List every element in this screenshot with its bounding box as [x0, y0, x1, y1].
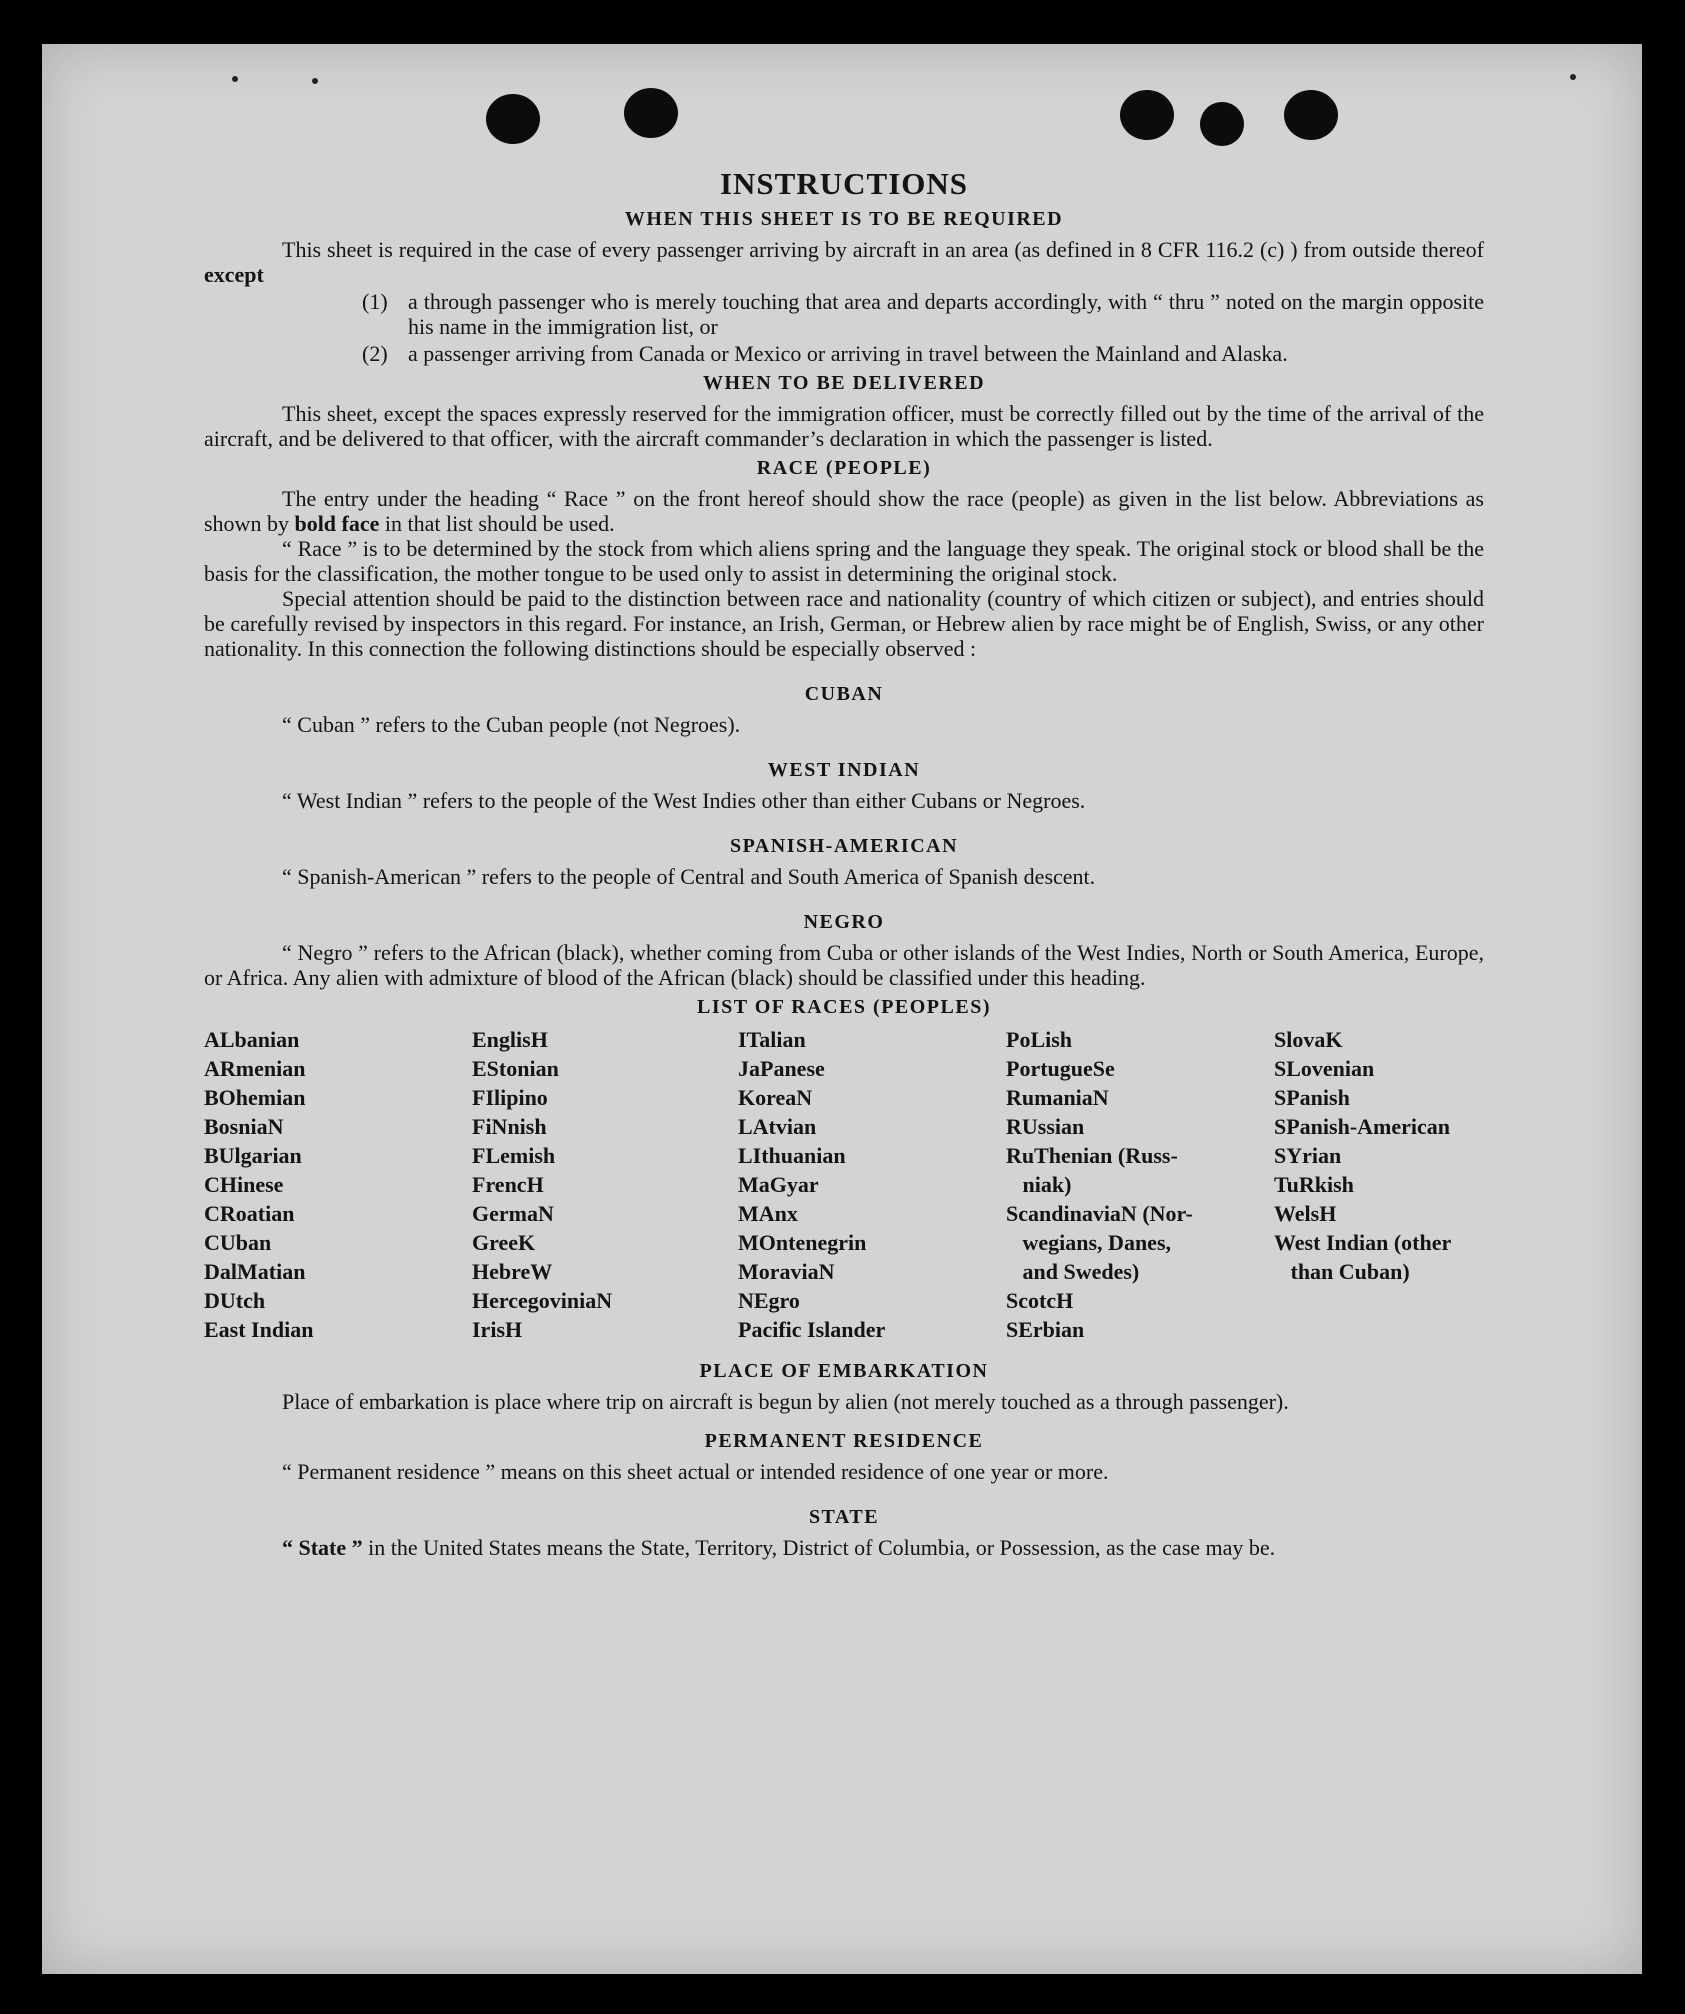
race-entry: MaGyar — [738, 1172, 819, 1197]
race-entry: MAnx — [738, 1201, 798, 1226]
race-entry: CUban — [204, 1230, 272, 1255]
races-column — [204, 1025, 472, 1344]
race-entry: ScotcH — [1006, 1288, 1074, 1313]
race-entry: ALbanian — [204, 1027, 300, 1052]
race-entry: and Swedes) — [1006, 1259, 1140, 1284]
race-entry: FIlipino — [472, 1085, 548, 1110]
race-entry: GreeK — [472, 1230, 536, 1255]
heading-west-indian: WEST INDIAN — [767, 759, 921, 781]
race-entry: PortugueSe — [1006, 1056, 1115, 1081]
paragraph-cuban: “ Cuban ” refers to the Cuban people (not Negroes). — [282, 712, 741, 737]
page-title: INSTRUCTIONS — [719, 166, 968, 201]
item-number: (2) — [362, 341, 388, 366]
instructions-content — [204, 166, 1484, 1560]
punch-hole — [486, 94, 540, 144]
heading-permanent-residence: PERMANENT RESIDENCE — [704, 1430, 984, 1452]
heading-race: RACE (PEOPLE) — [756, 457, 932, 479]
heading-state: STATE — [808, 1506, 880, 1528]
text-bold-face: bold face — [294, 511, 380, 536]
race-entry: BOhemian — [204, 1085, 306, 1110]
race-entry: CRoatian — [204, 1201, 295, 1226]
race-entry: FLemish — [472, 1143, 556, 1168]
race-entry: RumaniaN — [1006, 1085, 1109, 1110]
paragraph-when-delivered: This sheet, except the spaces expressly reserved for the immigration officer, must be correctly filled out by the time of the arrival of the aircraft, and be delivered to that officer, with the aircraft commander’s declaration in which the passenger is listed. — [204, 401, 1484, 451]
heading-cuban: CUBAN — [804, 683, 884, 705]
race-entry: RUssian — [1006, 1114, 1085, 1139]
punch-hole — [1120, 90, 1174, 140]
heading-negro: NEGRO — [803, 911, 885, 933]
item-text: a through passenger who is merely touching that area and departs accordingly, with “ thru ” noted on the margin opposite his name in the immigration list, or — [408, 289, 1484, 339]
race-entry: ARmenian — [204, 1056, 306, 1081]
paragraph-spanish-american: “ Spanish-American ” refers to the people of Central and South America of Spanish descent. — [282, 864, 1096, 889]
dust-speck — [1570, 74, 1576, 80]
paragraph-permanent-residence: “ Permanent residence ” means on this sheet actual or intended residence of one year or more. — [282, 1459, 1109, 1484]
race-entry: ITalian — [738, 1027, 806, 1052]
race-entry: than Cuban) — [1274, 1259, 1410, 1284]
race-entry: LIthuanian — [738, 1143, 846, 1168]
punch-hole — [1284, 90, 1338, 140]
heading-races-list: LIST OF RACES (PEOPLES) — [696, 996, 991, 1018]
race-entry: EStonian — [472, 1056, 559, 1081]
race-entry: MoraviaN — [738, 1259, 835, 1284]
text-when-required: This sheet is required in the case of every passenger arriving by aircraft in an area (as defined in 8 CFR 116.2 (c) ) from outside thereof — [282, 237, 1484, 262]
race-entry: BosniaN — [204, 1114, 284, 1139]
race-entry: RuThenian (Russ- — [1006, 1143, 1178, 1168]
paragraph-west-indian: “ West Indian ” refers to the people of the West Indies other than either Cubans or Negroes. — [282, 788, 1086, 813]
races-column — [472, 1025, 738, 1344]
race-entry: JaPanese — [738, 1056, 825, 1081]
text-except: except — [204, 262, 264, 287]
race-entry: West Indian (other — [1274, 1230, 1452, 1255]
text-state-term: “ State ” — [282, 1535, 363, 1560]
heading-when-required: WHEN THIS SHEET IS TO BE REQUIRED — [624, 208, 1064, 230]
punch-hole — [1200, 102, 1244, 146]
text-race-1b: in that list should be used. — [384, 511, 615, 536]
race-entry: WelsH — [1274, 1201, 1337, 1226]
paragraph-embarkation: Place of embarkation is place where trip on aircraft is begun by alien (not merely touched as a through passenger). — [282, 1389, 1289, 1414]
race-entry: MOntenegrin — [738, 1230, 867, 1255]
paragraph-race-1 — [204, 486, 1484, 536]
paragraph-race-2: “ Race ” is to be determined by the stock from which aliens spring and the language they speak. The original stock or blood shall be the basis for the classification, the mother tongue to be used only to assist in determining the original stock. — [204, 536, 1484, 586]
heading-spanish-american: SPANISH-AMERICAN — [729, 835, 959, 857]
race-entry: HebreW — [472, 1259, 553, 1284]
text-state: in the United States means the State, Territory, District of Columbia, or Possession, as the case may be. — [368, 1535, 1276, 1560]
dust-speck — [312, 78, 318, 84]
race-entry: niak) — [1006, 1172, 1072, 1197]
race-entry: SErbian — [1006, 1317, 1085, 1342]
race-entry: Pacific Islander — [738, 1317, 886, 1342]
races-list — [204, 1025, 1484, 1344]
document-sheet — [42, 44, 1642, 1974]
race-entry: East Indian — [204, 1317, 314, 1342]
races-column — [1274, 1025, 1484, 1344]
races-column — [1006, 1025, 1274, 1344]
race-entry: FiNnish — [472, 1114, 547, 1139]
paragraph-race-3: Special attention should be paid to the distinction between race and nationality (country of which citizen or subject), and entries should be carefully revised by inspectors in this regard. For instance, an Irish, German, or Hebrew alien by race might be of English, Swiss, or any other nationality. In this connection the following distinctions should be especially observed : — [204, 586, 1484, 661]
race-entry: PoLish — [1006, 1027, 1073, 1052]
race-entry: FrencH — [472, 1172, 544, 1197]
race-entry: ScandinaviaN (Nor- — [1006, 1201, 1193, 1226]
race-entry: DalMatian — [204, 1259, 306, 1284]
list-item — [204, 289, 1484, 339]
race-entry: wegians, Danes, — [1006, 1230, 1172, 1255]
paragraph-state — [204, 1535, 1484, 1560]
item-text: a passenger arriving from Canada or Mexico or arriving in travel between the Mainland and Alaska. — [408, 341, 1288, 366]
race-entry: SPanish-American — [1274, 1114, 1450, 1139]
race-entry: DUtch — [204, 1288, 266, 1313]
race-entry: KoreaN — [738, 1085, 813, 1110]
race-entry: SYrian — [1274, 1143, 1342, 1168]
heading-embarkation: PLACE OF EMBARKATION — [699, 1360, 989, 1382]
race-entry: IrisH — [472, 1317, 523, 1342]
race-entry: SLovenian — [1274, 1056, 1375, 1081]
heading-when-delivered: WHEN TO BE DELIVERED — [702, 372, 986, 394]
text-race-1a: The entry under the heading “ Race ” on the front hereof should show the race (people) as given in the list below. Abbreviations as shown by — [204, 486, 1484, 536]
race-entry: EnglisH — [472, 1027, 548, 1052]
races-column — [738, 1025, 1006, 1344]
race-entry: GermaN — [472, 1201, 554, 1226]
punch-hole — [624, 88, 678, 138]
list-item — [204, 341, 1484, 366]
dust-speck — [232, 76, 238, 82]
race-entry: SPanish — [1274, 1085, 1350, 1110]
paragraph-when-required — [204, 237, 1484, 287]
race-entry: CHinese — [204, 1172, 284, 1197]
item-number: (1) — [362, 289, 388, 314]
paragraph-negro: “ Negro ” refers to the African (black), whether coming from Cuba or other islands of the West Indies, North or South America, Europe, or Africa. Any alien with admixture of blood of the African (black) should be classified under this heading. — [204, 940, 1484, 990]
race-entry: SlovaK — [1274, 1027, 1343, 1052]
race-entry: TuRkish — [1274, 1172, 1354, 1197]
race-entry: BUlgarian — [204, 1143, 302, 1168]
race-entry: LAtvian — [738, 1114, 817, 1139]
race-entry: NEgro — [738, 1288, 800, 1313]
race-entry: HercegoviniaN — [472, 1288, 613, 1313]
